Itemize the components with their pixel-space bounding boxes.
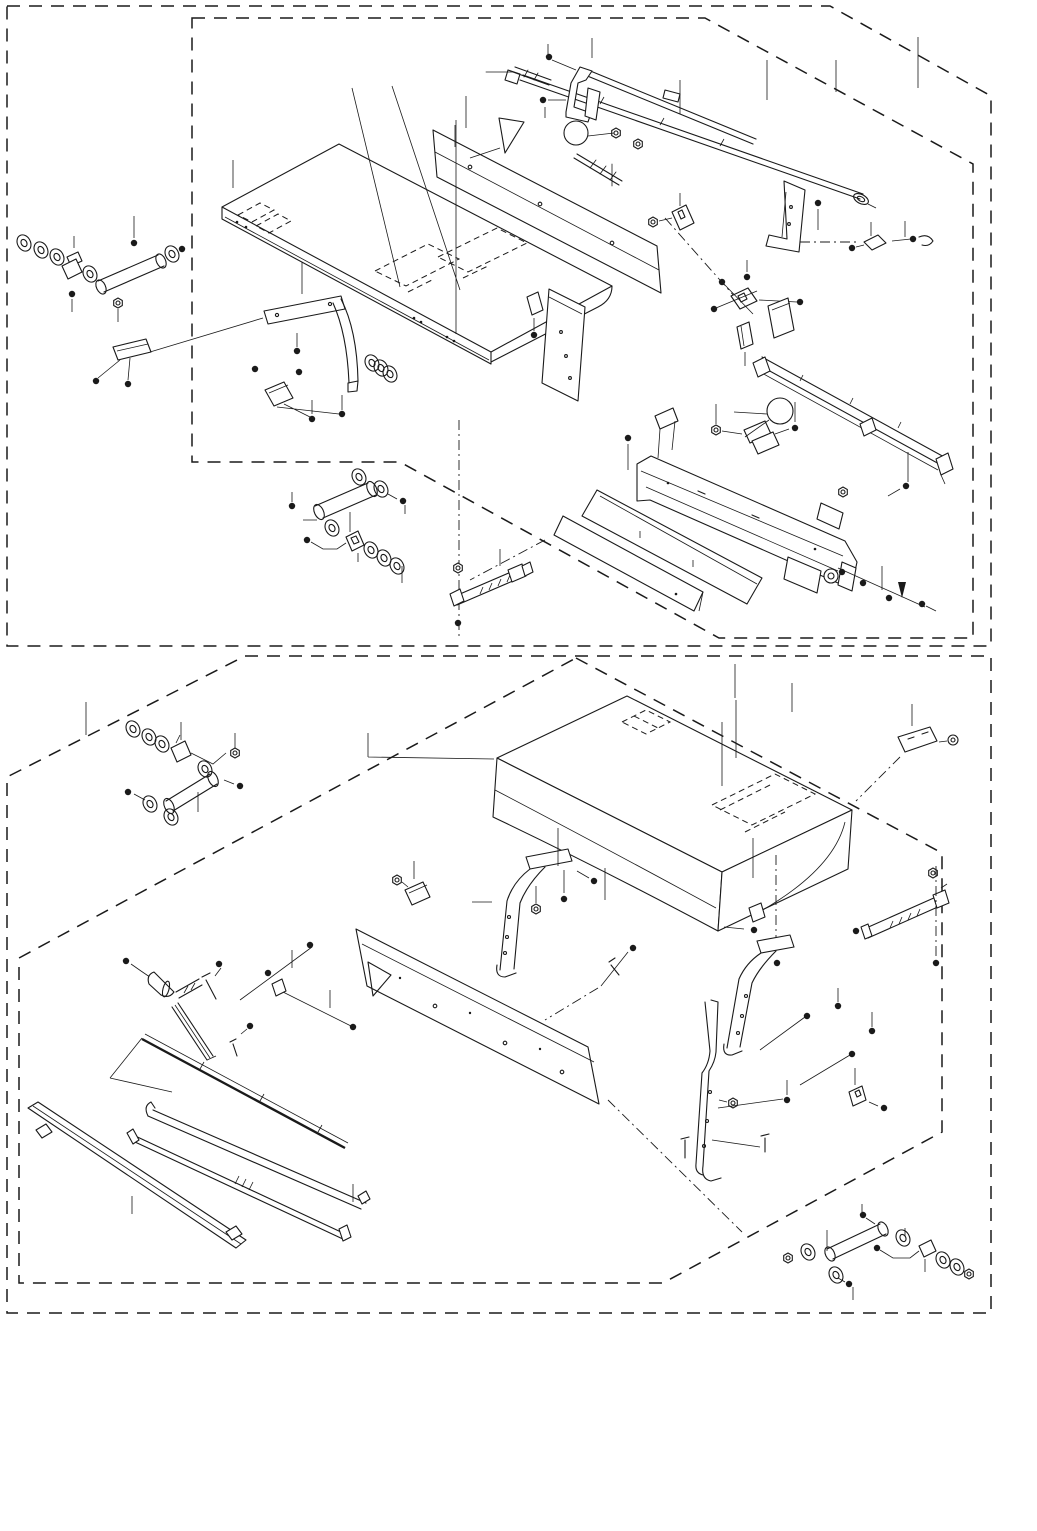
mid-roller-assembly: [289, 466, 407, 583]
rear-panel-lower: [356, 929, 599, 1104]
lower-left-bracket: [265, 382, 345, 422]
balloon-circle: [767, 398, 793, 424]
side-plate: [542, 289, 585, 401]
hatched-rod-short: [574, 154, 622, 186]
upper-exploded-view: [14, 37, 953, 640]
lower-exploded-view: [28, 664, 973, 1300]
top-right-bracket-lower: [856, 704, 958, 801]
latch-keeper-assembly: [711, 260, 803, 366]
balloon-circle: [564, 121, 588, 145]
long-tie-rods: [486, 67, 876, 208]
curved-cover-panel: [86, 664, 852, 931]
right-support-bracket: [766, 181, 933, 252]
channel-assembly: [625, 402, 857, 593]
balloon-callout: [564, 121, 614, 145]
right-slider-lower: [853, 866, 949, 966]
top-left-chain-lower: [123, 718, 243, 827]
top-folded-bracket: [540, 38, 600, 122]
third-support-leg: [681, 988, 875, 1181]
triangle-marker: [499, 118, 524, 153]
bottom-left-cluster: [110, 942, 356, 1148]
rod-screws: [612, 37, 918, 149]
clip-lower-right: [849, 1068, 887, 1111]
bottom-strips: [28, 1102, 370, 1248]
left-bar-plate: [93, 318, 263, 387]
bottom-right-chain: [784, 1204, 974, 1300]
small-bracket-lower: [393, 861, 430, 905]
small-slider-assembly: [450, 549, 533, 626]
left-washer-chain: [14, 216, 185, 322]
